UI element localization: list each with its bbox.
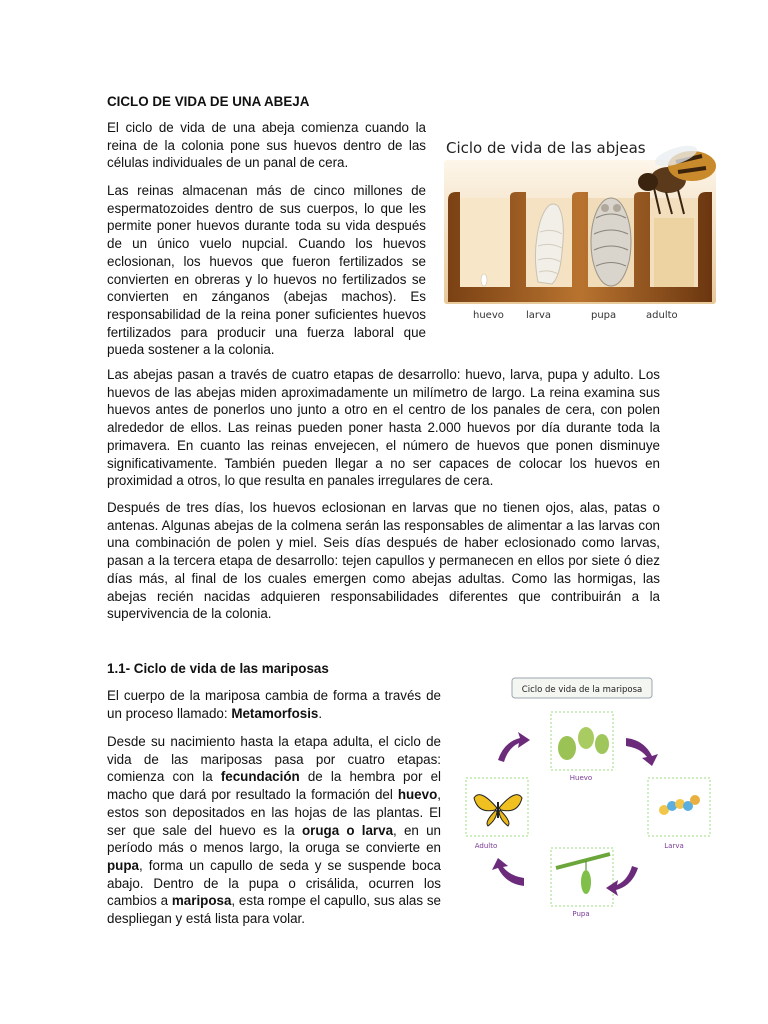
butterfly-section-heading: 1.1- Ciclo de vida de las mariposas	[107, 661, 329, 676]
egg-icon	[481, 274, 487, 286]
bee-label-pupa: pupa	[591, 310, 617, 321]
pupa-icon	[591, 198, 631, 286]
arrow-icon	[498, 732, 530, 762]
butterfly-label-huevo: Huevo	[569, 774, 593, 782]
page-title: CICLO DE VIDA DE UNA ABEJA	[107, 94, 310, 109]
butterfly-label-pupa: Pupa	[572, 910, 590, 918]
bee-lifecycle-figure	[440, 122, 722, 334]
intro-paragraph: El ciclo de vida de una abeja comienza cuando la reina de la colonia pone sus huevos dentro de las células individuales de un panal de cera.	[107, 120, 426, 171]
butterfly-label-adulto: Adulto	[474, 842, 498, 850]
butterfly-lifecycle-figure	[462, 668, 722, 926]
bee-label-adulto: adulto	[646, 310, 678, 321]
bee-figure-title: Ciclo de vida de las abjeas	[446, 139, 646, 157]
arrow-icon	[626, 738, 658, 766]
bee-label-larva: larva	[526, 310, 552, 321]
queen-paragraph: Las reinas almacenan más de cinco millones de espermatozoides dentro de sus cuerpos, lo que les permite poner huevos durante toda su vida después de un único vuelo nupcial. Cuando los huevos eclosionan, los huevos que fueron fertilizados se convierten en obreras y lo huevos no fertilizados se convierten en zánganos (abejas machos). Es responsabilidad de la reina poner suficientes huevos fertilizados para producir una fuerza laboral que pueda sostener a la colonia.	[107, 183, 426, 358]
butterfly-lifecycle-diagram	[462, 668, 722, 926]
metamorphosis-term: Metamorfosis	[231, 705, 319, 721]
larvae-paragraph: Después de tres días, los huevos eclosionan en larvas que no tienen ojos, alas, patas o antenas. Algunas abejas de la colmena serán las responsables de alimentar a las larvas con una combinación de polen y miel. Seis días después de haber eclosionado como larvas, pasan a la tercera etapa de desarrollo: tejen capullos y permanecen en ellos por siete ó diez días más, al final de los cuales emergen como abejas adultas. Como las hormigas, las abejas recién nacidas adquieren responsabilidades diferentes que contribuirán a la supervivencia de la colonia.	[107, 500, 660, 622]
bee-lifecycle-illustration	[440, 122, 722, 334]
bee-label-huevo: huevo	[473, 310, 504, 321]
metamorphosis-paragraph: El cuerpo de la mariposa cambia de forma a través de un proceso llamado: Metamorfosis.	[107, 688, 441, 721]
arrow-icon	[492, 858, 524, 886]
stages-paragraph: Las abejas pasan a través de cuatro etapas de desarrollo: huevo, larva, pupa y adulto. Los huevos de las abejas miden aproximadamente un milímetro de largo. La reina examina sus huevos antes de ponerlos uno junto a otro en el centro de los panales de cera, con polen alrededor de ellos. Las reinas pueden poner hasta 2.000 huevos por día durante toda la primavera. En cuanto las reinas envejecen, el número de huevos que ponen disminuye significativamente. También pueden llegar a no ser capaces de colocar los huevos en proximidad a otros, lo que resulta en panales irregulares de cera.	[107, 367, 660, 489]
butterfly-figure-title: Ciclo de vida de la mariposa	[521, 685, 643, 695]
butterfly-stages-paragraph: Desde su nacimiento hasta la etapa adulta, el ciclo de vida de las mariposas pasa por cuatro etapas: comienza con la fecundación de la hembra por el macho que dará por resultado la formación del huevo, estos son depositados en las hojas de las plantas. El ser que sale del huevo es la oruga o larva, en un período más o menos largo, la oruga se convierte en pupa, forma un capullo de seda y se suspende boca abajo. Dentro de la pupa o crisálida, ocurren los cambios a mariposa, esta rompe el capullo, sus alas se despliegan y está lista para volar.	[107, 734, 441, 927]
butterfly-label-larva: Larva	[664, 842, 684, 850]
